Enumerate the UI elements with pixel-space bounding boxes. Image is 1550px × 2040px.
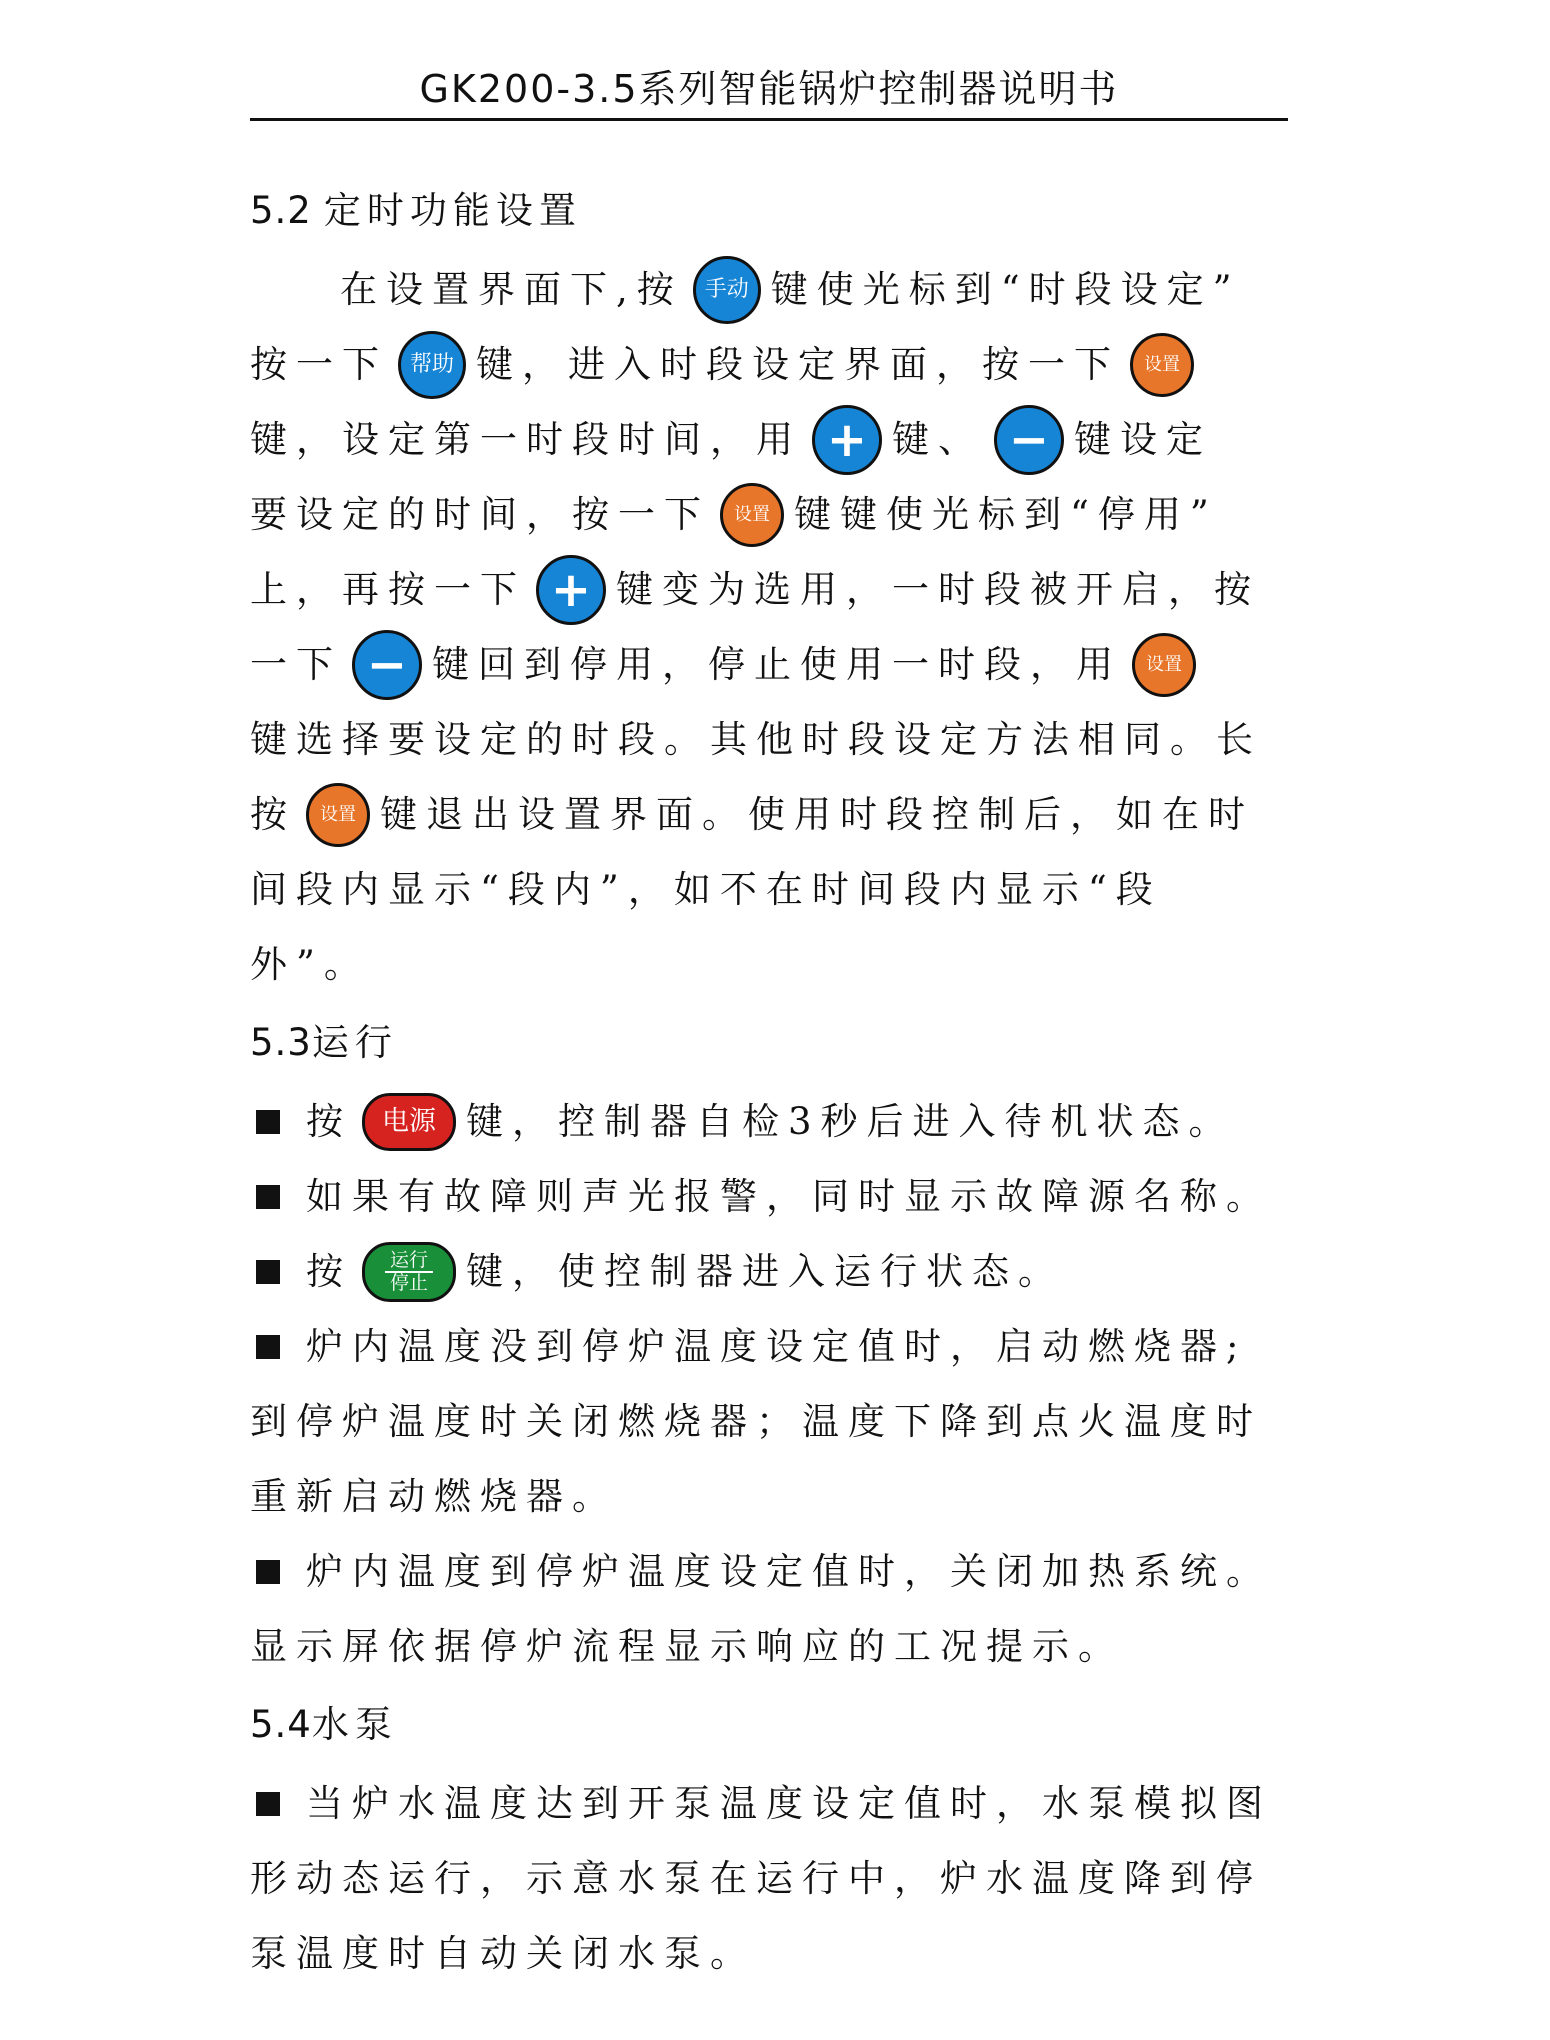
text-run: 键，控制器自检3秒后进入待机状态。	[466, 1100, 1235, 1143]
text-run: 键选择要设定的时段。其他时段设定方法相同。长	[250, 718, 1262, 761]
text-run: 如果有故障则声光报警，同时显示故障源名称。	[306, 1175, 1272, 1218]
section-title: 运行	[311, 1021, 398, 1064]
run-label: 运行	[389, 1248, 428, 1271]
text-run: 形动态运行，示意水泵在运行中，炉水温度降到停	[250, 1857, 1262, 1900]
paragraph-line	[250, 552, 1300, 627]
paragraph-line	[250, 702, 1300, 777]
text-run: 在设置界面下,按	[340, 268, 683, 311]
minus-key-icon: −	[994, 405, 1064, 475]
set-key-icon: 设置	[306, 783, 370, 847]
bullet-item	[250, 1159, 1300, 1234]
paragraph-line	[250, 1916, 1300, 1991]
section-heading-5-2	[250, 170, 1300, 252]
bullet-item	[250, 1084, 1300, 1159]
bullet-item	[250, 1234, 1300, 1309]
square-bullet-icon	[256, 1260, 280, 1284]
text-run: 泵温度时自动关闭水泵。	[250, 1932, 756, 1975]
paragraph-line	[250, 1459, 1300, 1534]
paragraph-line	[250, 402, 1300, 477]
paragraph-line	[250, 1841, 1300, 1916]
text-run: 显示屏依据停炉流程显示响应的工况提示。	[250, 1625, 1124, 1668]
text-run: 炉内温度到停炉温度设定值时，关闭加热系统。	[306, 1550, 1272, 1593]
power-key-icon: 电源	[362, 1093, 456, 1151]
section-heading-5-3	[250, 1002, 1300, 1084]
text-run: 键，设定第一时段时间，用	[250, 418, 802, 461]
text-run: 按	[306, 1100, 352, 1143]
paragraph-line	[250, 252, 1300, 327]
set-key-icon: 设置	[1132, 633, 1196, 697]
text-run: 键，使控制器进入运行状态。	[466, 1250, 1064, 1293]
square-bullet-icon	[256, 1110, 280, 1134]
document-body	[250, 170, 1300, 1991]
paragraph-line	[250, 1384, 1300, 1459]
text-run: 重新启动燃烧器。	[250, 1475, 618, 1518]
section-number: 5.3	[250, 1021, 312, 1064]
section-heading-5-4	[250, 1684, 1300, 1766]
document-header-title: GK200-3.5系列智能锅炉控制器说明书	[419, 67, 1119, 111]
paragraph-line	[250, 777, 1300, 852]
paragraph-line	[250, 1609, 1300, 1684]
run-stop-key-icon	[362, 1242, 456, 1302]
paragraph-line	[250, 327, 1300, 402]
set-key-icon: 设置	[720, 483, 784, 547]
text-run: 键变为选用，一时段被开启，按	[616, 568, 1260, 611]
square-bullet-icon	[256, 1560, 280, 1584]
bullet-item	[250, 1534, 1300, 1609]
section-number: 5.2	[250, 189, 312, 232]
square-bullet-icon	[256, 1335, 280, 1359]
text-run: 按	[250, 793, 296, 836]
text-run: 一下	[250, 643, 342, 686]
paragraph-line	[250, 927, 1300, 1002]
section-title: 定时功能设置	[323, 189, 582, 232]
text-run: 外”。	[250, 943, 370, 986]
text-run: 键键使光标到“停用”	[794, 493, 1218, 536]
manual-key-icon: 手动	[693, 256, 761, 324]
paragraph-line	[250, 852, 1300, 927]
minus-key-icon: −	[352, 630, 422, 700]
help-key-icon: 帮助	[398, 331, 466, 399]
text-run: 上，再按一下	[250, 568, 526, 611]
square-bullet-icon	[256, 1792, 280, 1816]
header-divider	[250, 118, 1288, 121]
section-title: 水泵	[311, 1703, 398, 1746]
text-run: 键退出设置界面。使用时段控制后，如在时	[380, 793, 1254, 836]
section-number: 5.4	[250, 1703, 312, 1746]
bullet-item	[250, 1309, 1300, 1384]
square-bullet-icon	[256, 1185, 280, 1209]
text-run: 键使光标到“时段设定”	[770, 268, 1241, 311]
plus-key-icon: +	[812, 405, 882, 475]
bullet-item	[250, 1766, 1300, 1841]
text-run: 当炉水温度达到开泵温度设定值时，水泵模拟图	[306, 1782, 1272, 1825]
paragraph-line	[250, 477, 1300, 552]
paragraph-line	[250, 627, 1300, 702]
text-run: 到停炉温度时关闭燃烧器；温度下降到点火温度时	[250, 1400, 1262, 1443]
stop-label: 停止	[389, 1271, 428, 1294]
plus-key-icon: +	[536, 555, 606, 625]
text-run: 键设定	[1074, 418, 1212, 461]
text-run: 间段内显示“段内”，如不在时间段内显示“段	[250, 868, 1162, 911]
text-run: 要设定的时间，按一下	[250, 493, 710, 536]
text-run: 炉内温度没到停炉温度设定值时，启动燃烧器;	[306, 1325, 1248, 1368]
text-run: 键回到停用，停止使用一时段，用	[432, 643, 1122, 686]
text-run: 键、	[892, 418, 984, 461]
text-run: 按一下	[250, 343, 388, 386]
set-key-icon: 设置	[1130, 333, 1194, 397]
text-run: 按	[306, 1250, 352, 1293]
text-run: 键，进入时段设定界面，按一下	[476, 343, 1120, 386]
